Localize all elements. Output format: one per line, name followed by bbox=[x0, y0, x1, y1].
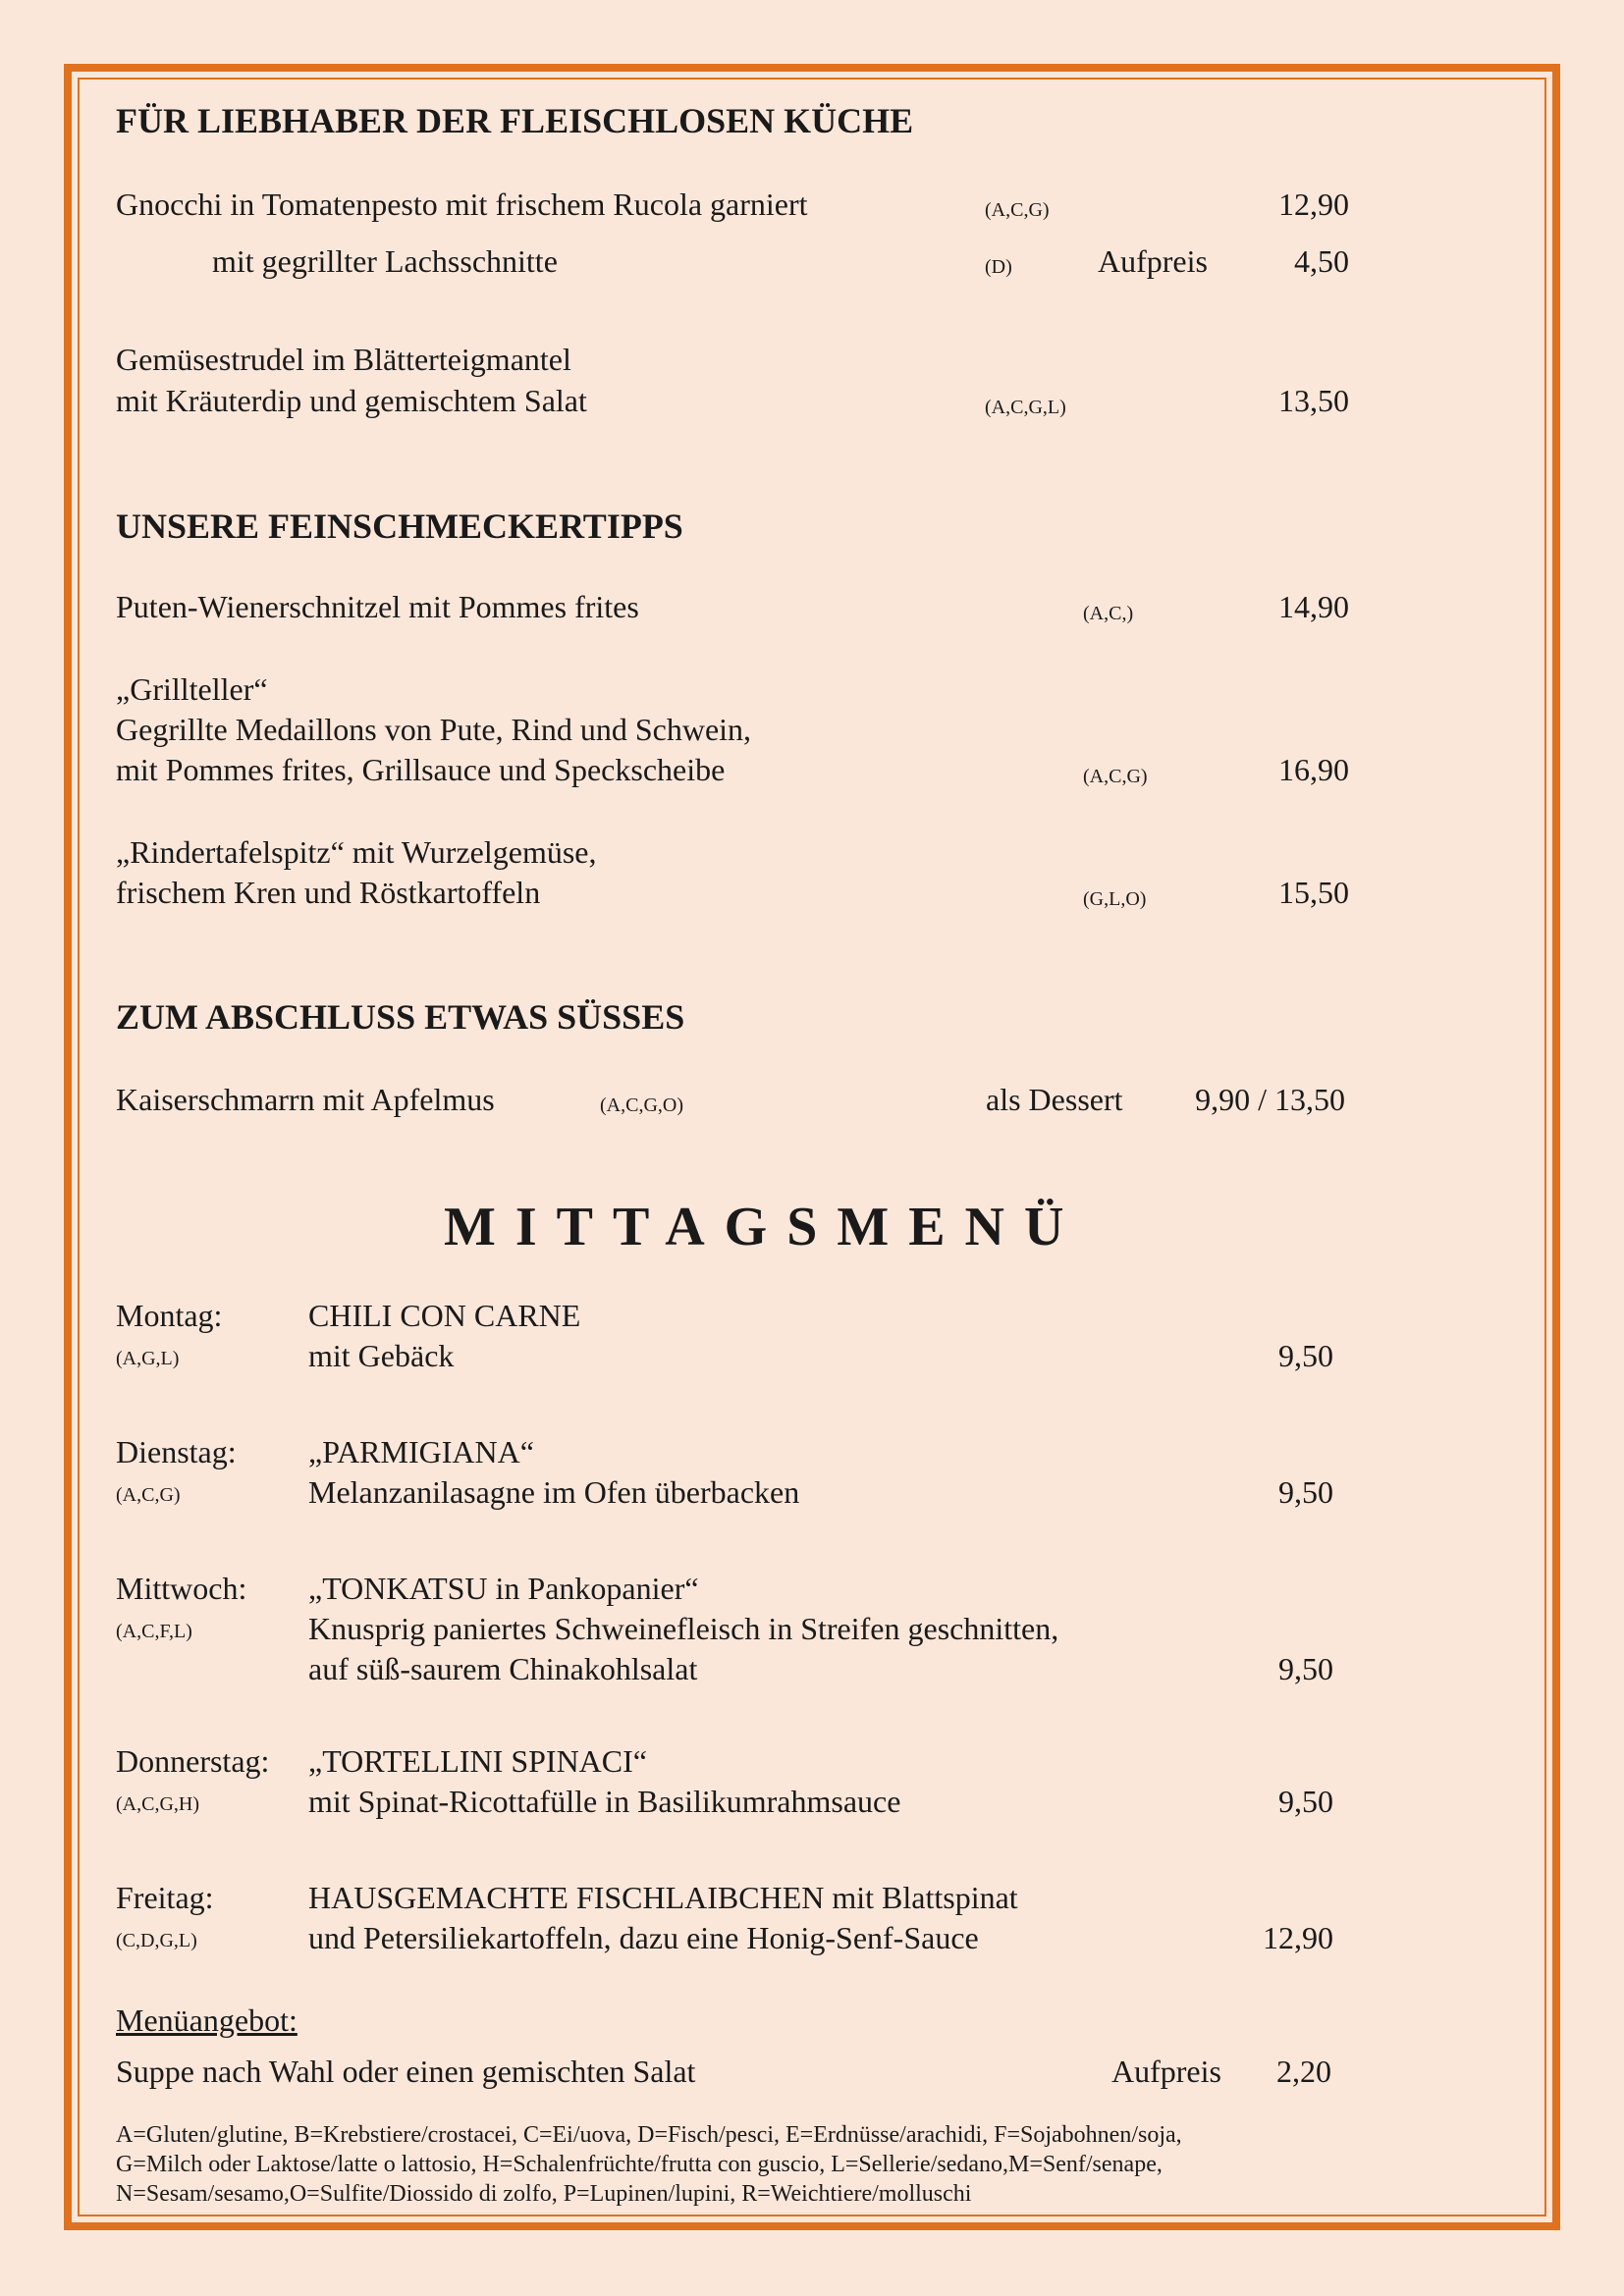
dish-name: Kaiserschmarrn mit Apfelmus bbox=[116, 1082, 495, 1117]
weekday-label: Donnerstag: bbox=[116, 1743, 270, 1779]
dessert-label: als Dessert bbox=[986, 1082, 1123, 1117]
dish-name: CHILI CON CARNE bbox=[308, 1298, 581, 1333]
dish-allergens: (C,D,G,L) bbox=[116, 1930, 197, 1951]
weekday-label: Mittwoch: bbox=[116, 1571, 247, 1606]
dish-description: Melanzanilasagne im Ofen überbacken bbox=[308, 1474, 800, 1510]
menu-offer-heading: Menüangebot: bbox=[116, 2002, 298, 2038]
dish-description: mit Gebäck bbox=[308, 1338, 455, 1373]
dish-allergens: (A,C,G,L) bbox=[985, 397, 1066, 418]
dish-name: „TONKATSU in Pankopanier“ bbox=[308, 1571, 699, 1606]
dish-description: mit Spinat-Ricottafülle in Basilikumrahmsauce bbox=[308, 1784, 901, 1819]
dish-description: mit Kräuterdip und gemischtem Salat bbox=[116, 383, 587, 418]
menu-offer-text: Suppe nach Wahl oder einen gemischten Salat bbox=[116, 2054, 696, 2089]
dish-name: Gemüsestrudel im Blätterteigmantel bbox=[116, 342, 571, 377]
menu-offer-price: 2,20 bbox=[1276, 2054, 1331, 2089]
dish-name: HAUSGEMACHTE FISCHLAIBCHEN mit Blattspinat bbox=[308, 1880, 1018, 1915]
allergen-legend-line: N=Sesam/sesamo,O=Sulfite/Diossido di zolfo, P=Lupinen/lupini, R=Weichtiere/molluschi bbox=[116, 2181, 972, 2207]
dish-allergens: (G,L,O) bbox=[1083, 888, 1147, 910]
dish-price: 9,50 bbox=[1278, 1474, 1333, 1510]
dish-price: 9,50 bbox=[1278, 1784, 1333, 1819]
dish-allergens: (A,C,G,H) bbox=[116, 1793, 199, 1815]
dish-description: mit Pommes frites, Grillsauce und Speckscheibe bbox=[116, 752, 726, 787]
dish-addon-name: mit gegrillter Lachsschnitte bbox=[212, 243, 558, 279]
dish-description: frischem Kren und Röstkartoffeln bbox=[116, 875, 541, 910]
dish-price: 16,90 bbox=[1278, 752, 1349, 787]
dish-name: „Grillteller“ bbox=[116, 671, 268, 707]
dish-allergens: (A,C,G) bbox=[1083, 766, 1148, 787]
dish-name: Puten-Wienerschnitzel mit Pommes frites bbox=[116, 589, 639, 624]
extra-charge-label: Aufpreis bbox=[1111, 2054, 1221, 2089]
dish-price: 9,50 bbox=[1278, 1338, 1333, 1373]
dish-name: „PARMIGIANA“ bbox=[308, 1434, 534, 1469]
allergen-legend-line: A=Gluten/glutine, B=Krebstiere/crostacei, C=Ei/uova, D=Fisch/pesci, E=Erdnüsse/arachidi, F=Sojabohnen/soja, bbox=[116, 2122, 1182, 2148]
section-heading-veggie: FÜR LIEBHABER DER FLEISCHLOSEN KÜCHE bbox=[116, 101, 914, 140]
dish-description: und Petersiliekartoffeln, dazu eine Honig-Senf-Sauce bbox=[308, 1920, 979, 1955]
weekday-label: Freitag: bbox=[116, 1880, 214, 1915]
dish-price: 4,50 bbox=[1294, 243, 1349, 279]
dish-allergens: (A,C,G,O) bbox=[600, 1095, 683, 1116]
dish-name: Gnocchi in Tomatenpesto mit frischem Rucola garniert bbox=[116, 187, 808, 222]
dish-price: 13,50 bbox=[1278, 383, 1349, 418]
extra-charge-label: Aufpreis bbox=[1098, 243, 1208, 279]
dish-description: Knusprig paniertes Schweinefleisch in Streifen geschnitten, bbox=[308, 1611, 1059, 1646]
allergen-legend-line: G=Milch oder Laktose/latte o lattosio, H=Schalenfrüchte/frutta con guscio, L=Sellerie/sedano,M=Senf/senape, bbox=[116, 2152, 1163, 2177]
dish-price: 15,50 bbox=[1278, 875, 1349, 910]
dish-allergens: (A,C,G) bbox=[985, 199, 1050, 221]
dish-price: 12,90 bbox=[1263, 1920, 1333, 1955]
dish-allergens: (A,C,F,L) bbox=[116, 1621, 192, 1642]
dish-name: „TORTELLINI SPINACI“ bbox=[308, 1743, 647, 1779]
dish-allergens: (D) bbox=[985, 256, 1012, 278]
lunch-menu-title: MITTAGSMENÜ bbox=[444, 1197, 1084, 1257]
dish-description: auf süß-saurem Chinakohlsalat bbox=[308, 1651, 698, 1686]
dish-description: Gegrillte Medaillons von Pute, Rind und Schwein, bbox=[116, 712, 752, 747]
dish-price: 12,90 bbox=[1278, 187, 1349, 222]
dish-allergens: (A,C,G) bbox=[116, 1484, 181, 1506]
section-heading-dessert: ZUM ABSCHLUSS ETWAS SÜSSES bbox=[116, 997, 685, 1037]
weekday-label: Montag: bbox=[116, 1298, 223, 1333]
dish-price: 9,50 bbox=[1278, 1651, 1333, 1686]
weekday-label: Dienstag: bbox=[116, 1434, 237, 1469]
dish-price: 14,90 bbox=[1278, 589, 1349, 624]
section-heading-gourmet: UNSERE FEINSCHMECKERTIPPS bbox=[116, 507, 683, 546]
dish-name: „Rindertafelspitz“ mit Wurzelgemüse, bbox=[116, 834, 597, 870]
dish-allergens: (A,C,) bbox=[1083, 603, 1134, 624]
dish-price: 9,90 / 13,50 bbox=[1195, 1082, 1345, 1117]
dish-allergens: (A,G,L) bbox=[116, 1348, 180, 1369]
